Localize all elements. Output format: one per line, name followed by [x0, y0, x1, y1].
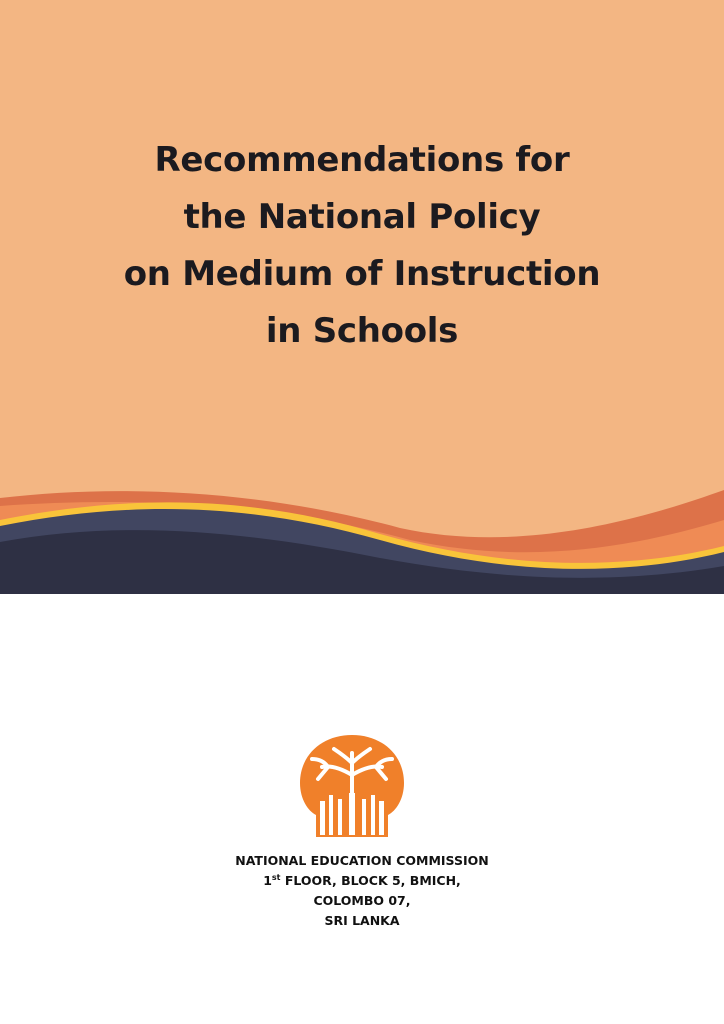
publisher-address — [0, 851, 724, 931]
title-line: Recommendations for — [154, 140, 570, 180]
organization-name: NATIONAL EDUCATION COMMISSION — [235, 853, 489, 868]
address-floor-line — [0, 871, 724, 891]
floor-rest: FLOOR, BLOCK 5, BMICH, — [280, 873, 461, 888]
title-line: the National Policy — [183, 197, 541, 237]
floor-number: 1 — [263, 873, 272, 888]
title-line: in Schools — [265, 311, 459, 351]
floor-suffix: st — [271, 873, 281, 882]
document-title — [0, 132, 724, 360]
address-country: SRI LANKA — [324, 913, 400, 928]
decorative-wave — [0, 470, 724, 594]
banyan-tree-emblem-icon — [296, 733, 408, 839]
address-city: COLOMBO 07, — [313, 893, 411, 908]
title-line: on Medium of Instruction — [123, 254, 601, 294]
